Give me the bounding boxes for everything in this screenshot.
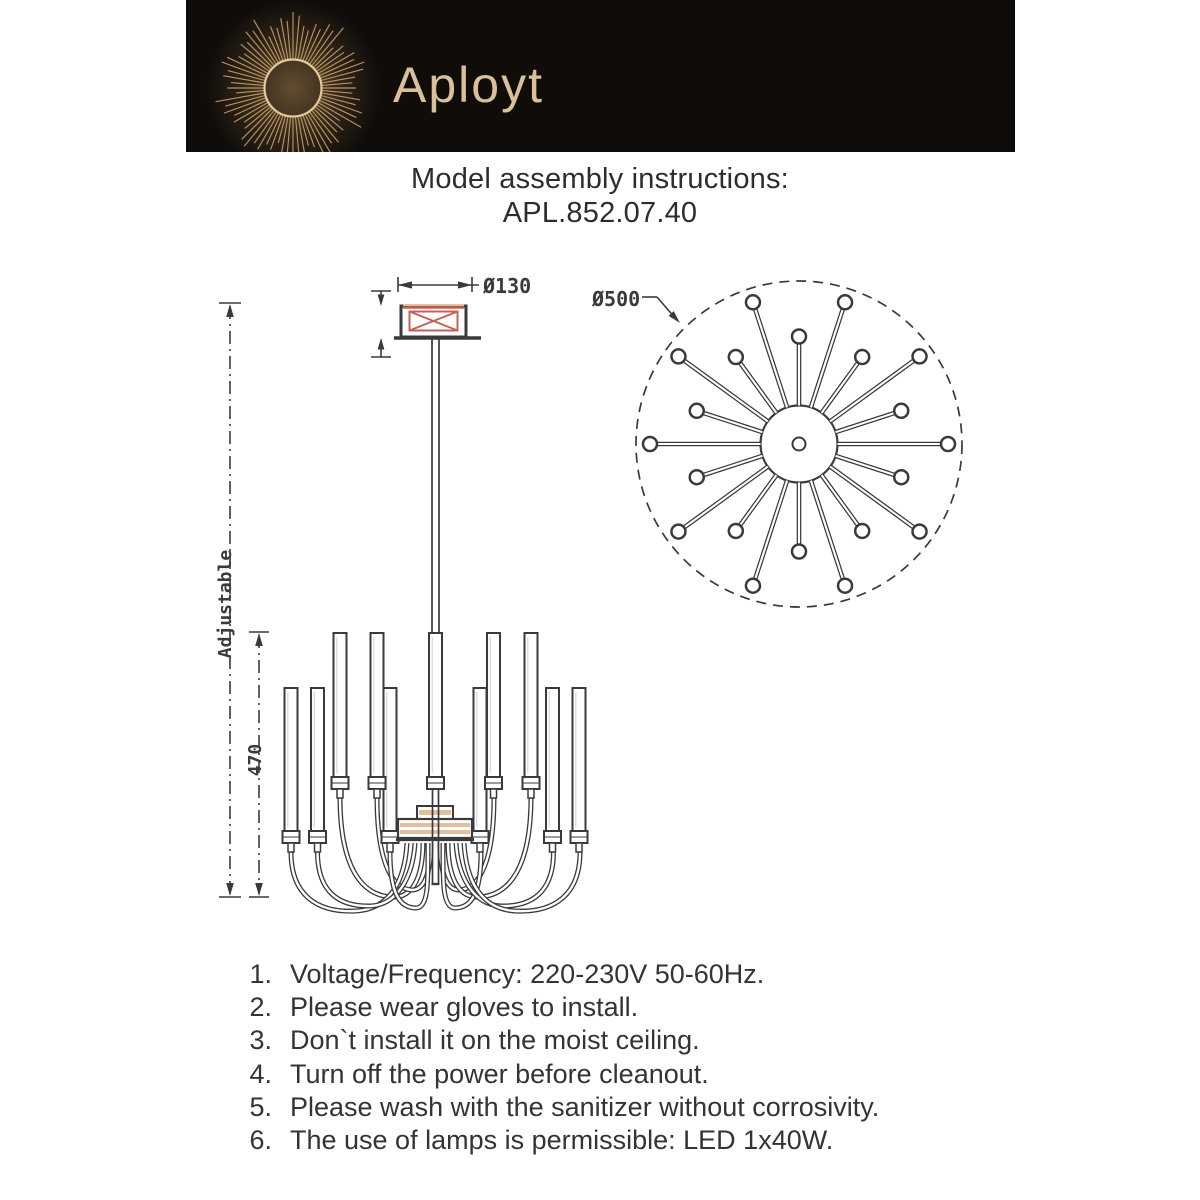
instruction-row bbox=[240, 1124, 879, 1157]
instruction-number: 1. bbox=[249, 959, 272, 989]
dim-body-diameter-leader bbox=[642, 297, 680, 323]
sunburst-logo-icon bbox=[205, 0, 381, 176]
instruction-row bbox=[240, 991, 879, 1024]
instruction-row bbox=[240, 1058, 879, 1091]
instruction-number: 4. bbox=[249, 1058, 272, 1089]
instruction-text: Turn off the power before cleanout. bbox=[290, 1058, 709, 1089]
instruction-list bbox=[240, 958, 879, 1157]
side-view-drawing bbox=[219, 277, 588, 911]
dim-canopy-thickness-lines bbox=[371, 291, 391, 357]
instruction-number: 6. bbox=[249, 1125, 272, 1156]
instruction-text: Please wear gloves to install. bbox=[290, 992, 639, 1023]
central-hub bbox=[396, 806, 474, 840]
instruction-number: 2. bbox=[249, 992, 272, 1023]
instruction-text: Please wash with the sanitizer without corrosivity. bbox=[290, 1091, 880, 1122]
page-title: Model assembly instructions: bbox=[411, 163, 789, 195]
adjustable-label: Adjustable bbox=[215, 549, 236, 659]
instruction-text: Don`t install it on the moist ceiling. bbox=[290, 1025, 700, 1056]
dim-canopy-diameter-lines bbox=[398, 277, 479, 292]
model-number: APL.852.07.40 bbox=[502, 197, 698, 229]
suspension-rod bbox=[432, 339, 439, 633]
brand-banner bbox=[186, 0, 1128, 176]
instruction-text: Voltage/Frequency: 220-230V 50-60Hz. bbox=[290, 959, 765, 989]
brand-wordmark: Aployt bbox=[393, 57, 544, 113]
instruction-number: 3. bbox=[249, 1025, 272, 1056]
top-view-drawing bbox=[636, 281, 962, 607]
instruction-row bbox=[240, 1091, 879, 1124]
body-diameter-label: Ø500 bbox=[592, 287, 641, 311]
height-label: 470 bbox=[245, 743, 266, 777]
canopy-diameter-label: Ø130 bbox=[483, 274, 532, 298]
hub-center-hole bbox=[793, 438, 806, 451]
instruction-text: The use of lamps is permissible: LED 1x40W. bbox=[290, 1125, 834, 1156]
ceiling-canopy bbox=[394, 305, 481, 338]
instruction-row bbox=[240, 1024, 879, 1057]
instruction-row bbox=[240, 958, 879, 991]
instruction-number: 5. bbox=[249, 1091, 272, 1122]
